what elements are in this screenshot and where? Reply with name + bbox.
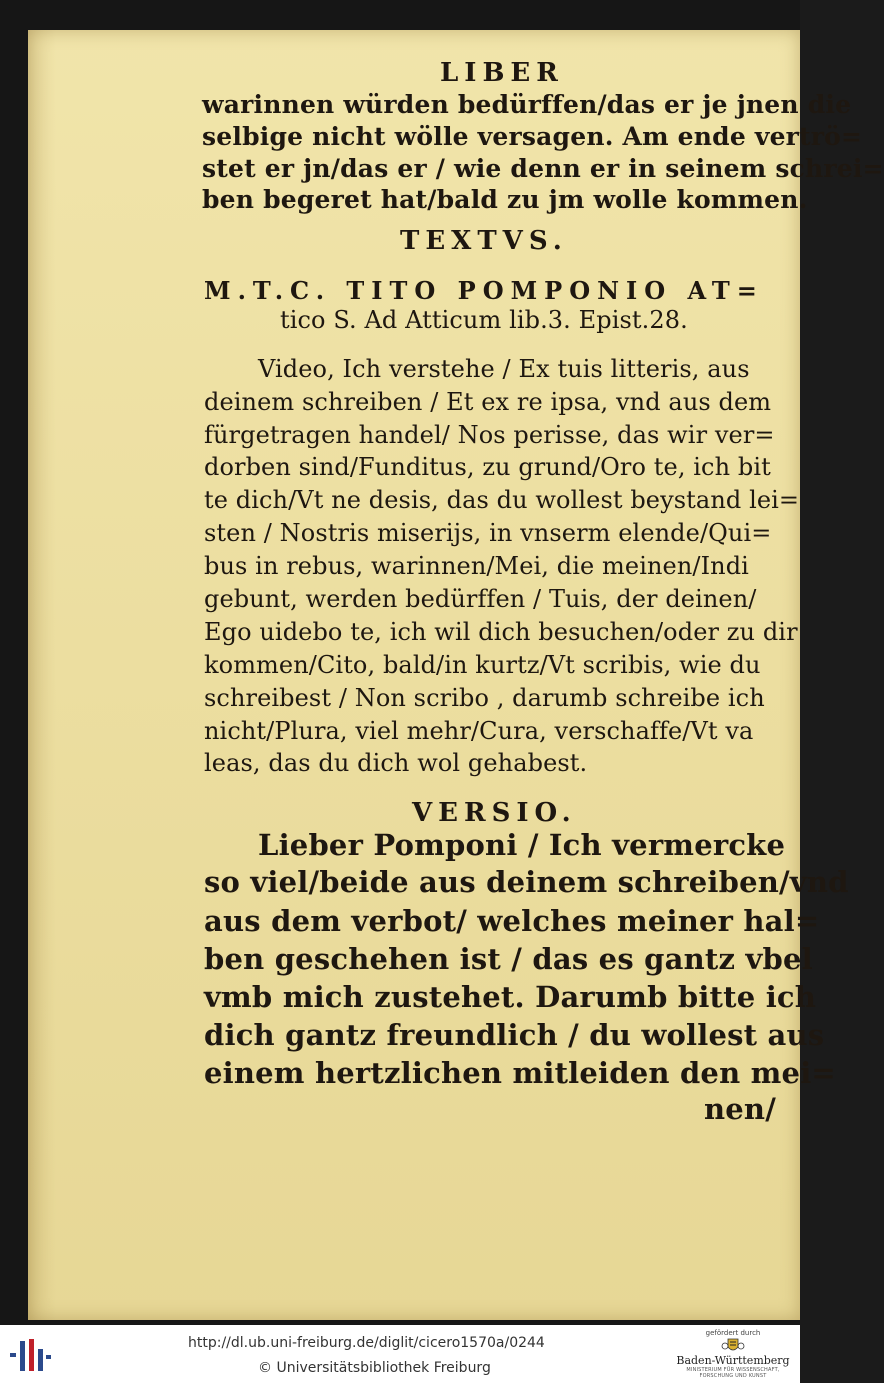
textus-line: fürgetragen handel/ Nos perisse, das wir ver= [204,421,775,449]
versio-line: aus dem verbot/ welches meiner hal= [204,904,820,938]
textus-line: Ego uidebo te, ich wil dich besuchen/oder zu dir [204,618,798,646]
textus-line: bus in rebus, warinnen/Mei, die meinen/Indi [204,552,749,580]
textus-line: dorben sind/Funditus, zu grund/Oro te, ich bit [204,453,771,481]
versio-line: vmb mich zustehet. Darumb bitte ich [204,980,817,1014]
intro-line: stet er jn/das er / wie denn er in seinem schrei= [202,154,884,183]
coat-of-arms-icon [720,1338,746,1354]
viewer-footer [0,1325,800,1383]
copyright-text: © Universitätsbibliothek Freiburg [258,1360,491,1376]
versio-line: so viel/beide aus deinem schreiben/vnd [204,865,849,899]
textus-line: gebunt, werden bedürffen / Tuis, der deinen/ [204,585,757,613]
versio-heading: VERSIO. [412,798,577,828]
textus-line: schreibest / Non scribo , darumb schreibe ich [204,684,765,712]
textus-line: leas, das du dich wol gehabest. [204,749,588,777]
intro-line: ben begeret hat/bald zu jm wolle kommen. [202,185,808,214]
versio-line: dich gantz freundlich / du wollest aus [204,1018,825,1052]
page-text [28,30,884,1320]
versio-line: nen/ [704,1092,777,1126]
textus-line: nicht/Plura, viel mehr/Cura, verschaffe/Vt va [204,717,754,745]
textus-line: Video, Ich verstehe / Ex tuis litteris, aus [258,355,750,383]
versio-line: ben geschehen ist / das es gantz vbel [204,942,813,976]
textus-line: te dich/Vt ne desis, das du wollest beystand lei= [204,486,800,514]
permalink[interactable]: http://dl.ub.uni-freiburg.de/diglit/cicero1570a/0244 [188,1335,545,1351]
textus-heading: TEXTVS. [400,226,568,256]
sponsor-label: gefördert durch [705,1329,761,1337]
citation-line: tico S. Ad Atticum lib.3. Epist.28. [280,306,688,334]
ub-freiburg-logo-icon [8,1335,52,1375]
citation-line: M.T.C. TITO POMPONIO AT= [204,276,764,305]
sponsor-block [672,1329,794,1381]
textus-line: sten / Nostris miserijs, in vnserm elende/Qui= [204,519,772,547]
book-page [28,30,884,1320]
intro-line: warinnen würden bedürffen/das er je jnen die [202,90,852,119]
sponsor-name: Baden-Württemberg [676,1354,790,1367]
versio-line: einem hertzlichen mitleiden den mei= [204,1056,836,1090]
textus-line: kommen/Cito, bald/in kurtz/Vt scribis, wie du [204,651,761,679]
page-header: LIBER [440,58,564,88]
textus-line: deinem schreiben / Et ex re ipsa, vnd aus dem [204,388,772,416]
versio-line: Lieber Pomponi / Ich vermercke [258,828,786,862]
sponsor-ministry: MINISTERIUM FÜR WISSENSCHAFT, FORSCHUNG UND KUNST [686,1367,780,1379]
intro-line: selbige nicht wölle versagen. Am ende vertrö= [202,122,863,151]
